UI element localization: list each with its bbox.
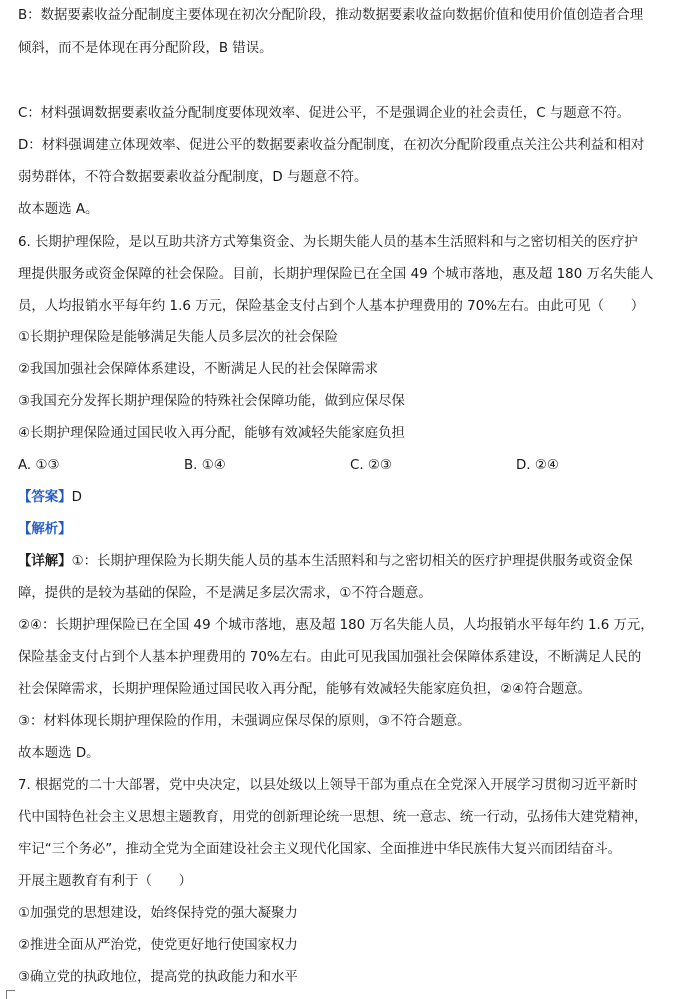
text-line: B：数据要素收益分配制度主要体现在初次分配阶段，推动数据要素收益向数据价值和使用价值创造者合理 (18, 8, 644, 23)
question-7-stem: 牢记“三个务必”，推动全党为全面建设社会主义现代化国家、全面推进中华民族伟大复兴而团结奋斗。 (18, 842, 622, 857)
analysis-label: 【解析】 (18, 522, 72, 537)
question-7-stem: 7. 根据党的二十大部署，党中央决定，以县处级以上领导干部为重点在全党深入开展学习贯彻习近平新时 (18, 778, 638, 793)
option-d: D. ②④ (516, 458, 559, 473)
detail-text: 障，提供的是较为基础的保险，不是满足多层次需求，①不符合题意。 (18, 586, 432, 601)
statement-item: ③我国充分发挥长期护理保险的特殊社会保障功能，做到应保尽保 (18, 394, 405, 409)
statement-item: ②推进全面从严治党，使党更好地行使国家权力 (18, 938, 298, 953)
text-line: C：材料强调数据要素收益分配制度要体现效率、促进公平，不是强调企业的社会责任，C 与题意不符。 (18, 106, 631, 121)
answer-line (18, 489, 687, 507)
analysis-line (18, 521, 687, 539)
detail-text: 社会保障需求，长期护理保险通过国民收入再分配，能够有效减轻失能家庭负担，②④符合题意。 (18, 682, 592, 697)
statement-item: ④长期护理保险通过国民收入再分配，能够有效减轻失能家庭负担 (18, 426, 405, 441)
option-a: A. ①③ (18, 458, 60, 473)
detail-text: 保险基金支付占到个人基本护理费用的 70%左右。由此可见我国加强社会保障体系建设，不断满足人民的 (18, 650, 642, 665)
detail-text: 故本题选 D。 (18, 746, 100, 761)
answer-options (18, 457, 687, 475)
question-7-stem: 开展主题教育有利于（ ） (18, 874, 193, 889)
statement-item: ①加强党的思想建设，始终保持党的强大凝聚力 (18, 906, 298, 921)
question-7-stem: 代中国特色社会主义思想主题教育，用党的创新理论统一思想、统一意志、统一行动，弘扬伟大建党精神， (18, 810, 648, 825)
text-line: 故本题选 A。 (18, 202, 99, 217)
answer-label: 【答案】 (18, 490, 72, 505)
statement-item: ③确立党的执政地位，提高党的执政能力和水平 (18, 970, 298, 985)
answer-value: D (71, 490, 82, 505)
question-6-stem: 理提供服务或资金保障的社会保险。目前，长期护理保险已在全国 49 个城市落地，惠及超 180 万名失能人 (18, 267, 654, 282)
text-line: 弱势群体，不符合数据要素收益分配制度，D 与题意不符。 (18, 170, 368, 185)
text-line: 倾斜，而不是体现在再分配阶段，B 错误。 (18, 41, 273, 56)
detail-text: ②④：长期护理保险已在全国 49 个城市落地，惠及超 180 万名失能人员，人均报销水平每年约 1.6 万元， (18, 618, 654, 633)
statement-item: ②我国加强社会保障体系建设，不断满足人民的社会保障需求 (18, 362, 379, 377)
detail-line (18, 553, 687, 571)
statement-item: ①长期护理保险是能够满足失能人员多层次的社会保险 (18, 330, 338, 345)
detail-text: ①：长期护理保险为长期失能人员的基本生活照料和与之密切相关的医疗护理提供服务或资金保 (71, 554, 633, 569)
question-6-stem: 6. 长期护理保险，是以互助共济方式筹集资金、为长期失能人员的基本生活照料和与之密切相关的医疗护 (18, 235, 638, 250)
detail-text: ③：材料体现长期护理保险的作用，未强调应保尽保的原则，③不符合题意。 (18, 714, 471, 729)
text-line: D：材料强调建立体现效率、促进公平的数据要素收益分配制度，在初次分配阶段重点关注公共利益和相对 (18, 138, 645, 153)
option-c: C. ②③ (350, 458, 392, 473)
detail-label: 【详解】 (18, 554, 72, 569)
option-b: B. ①④ (184, 458, 226, 473)
question-6-stem: 员，人均报销水平每年约 1.6 万元，保险基金支付占到个人基本护理费用的 70%左右。由此可见（ ） (18, 299, 645, 314)
